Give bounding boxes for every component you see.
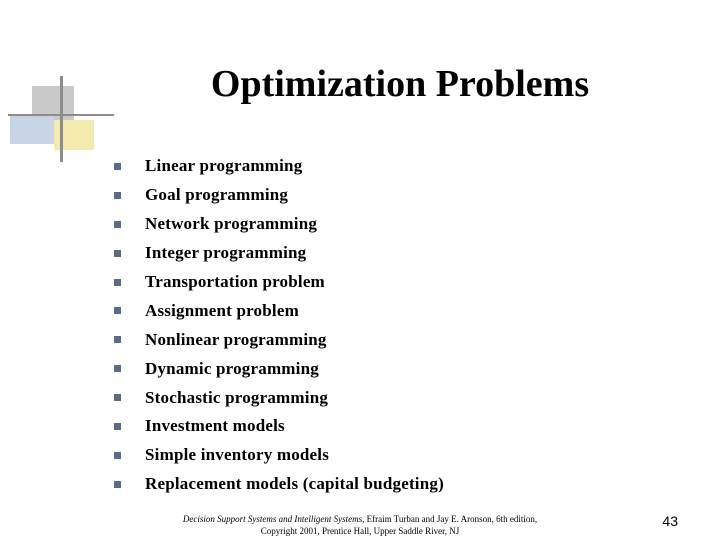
list-item xyxy=(112,181,444,210)
square-bullet-icon xyxy=(114,452,121,459)
bullet-list xyxy=(112,152,444,499)
list-item xyxy=(112,470,444,499)
list-item-text: Stochastic programming xyxy=(145,387,329,407)
page-number: 43 xyxy=(662,513,678,529)
list-item-text: Transportation problem xyxy=(145,272,325,291)
list-item-text: Simple inventory models xyxy=(145,445,330,465)
footer-citation xyxy=(130,513,590,537)
square-bullet-icon xyxy=(114,336,121,343)
list-item xyxy=(112,268,444,297)
list-item xyxy=(112,383,444,412)
list-item-text: Assignment problem xyxy=(145,300,299,320)
list-item-text: Integer programming xyxy=(145,243,307,263)
square-bullet-icon xyxy=(114,307,121,314)
list-item-text: Investment models xyxy=(145,416,285,436)
decor-vertical-line xyxy=(60,76,63,162)
slide-title: Optimization Problems xyxy=(210,63,590,105)
list-item-text: Dynamic programming xyxy=(145,358,319,378)
square-bullet-icon xyxy=(114,481,121,488)
footer-line-1 xyxy=(130,513,590,525)
square-bullet-icon xyxy=(114,221,121,228)
list-item xyxy=(112,354,444,383)
square-bullet-icon xyxy=(114,394,121,401)
list-item xyxy=(112,412,444,441)
square-bullet-icon xyxy=(114,423,121,430)
list-item xyxy=(112,296,444,325)
list-item-text: Network programming xyxy=(145,214,318,234)
list-item-text: Goal programming xyxy=(145,185,289,205)
square-bullet-icon xyxy=(114,250,121,257)
footer-copyright: Copyright 2001, Prentice Hall, Upper Saddle River, NJ xyxy=(260,526,460,536)
square-bullet-icon xyxy=(114,163,121,170)
square-bullet-icon xyxy=(114,279,121,286)
square-bullet-icon xyxy=(114,192,121,199)
decor-blue-square xyxy=(10,114,54,144)
decor-horizontal-line xyxy=(8,114,114,116)
square-bullet-icon xyxy=(114,365,121,372)
list-item xyxy=(112,239,444,268)
list-item xyxy=(112,152,444,181)
list-item-text: Replacement models (capital budgeting) xyxy=(145,474,444,494)
list-item-text: Linear programming xyxy=(145,156,303,176)
list-item xyxy=(112,441,444,470)
footer-book-title: Decision Support Systems and Intelligent Systems xyxy=(182,514,363,524)
footer-authors-edition: , Efraim Turban and Jay E. Aronson, 6th edition, xyxy=(362,514,538,524)
decorative-corner-graphic xyxy=(8,76,118,166)
list-item-text: Nonlinear programming xyxy=(145,329,327,349)
list-item xyxy=(112,325,444,354)
list-item xyxy=(112,210,444,239)
